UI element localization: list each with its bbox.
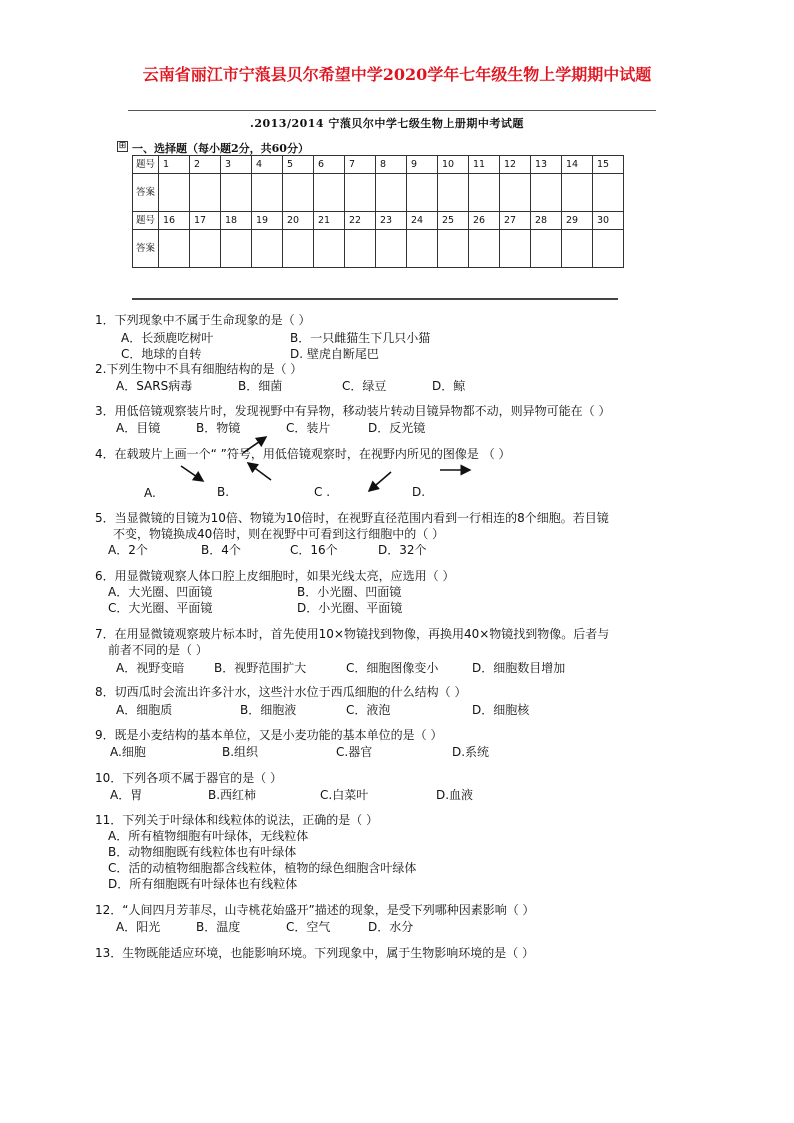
option: B．小光圈、凹面镜 xyxy=(297,585,402,599)
option: C．16个 xyxy=(290,543,338,557)
grid-cell: 9 xyxy=(407,156,438,174)
grid-cell: 26 xyxy=(469,212,500,230)
grid-label-number: 题号 xyxy=(133,156,159,174)
grid-cell: 8 xyxy=(376,156,407,174)
option: A．视野变暗 xyxy=(116,661,185,675)
question-5: 5．当显微镜的目镜为10倍、物镜为10倍时，在视野直径范围内看到一行相连的8个细胞。若目镜 xyxy=(95,511,609,525)
question-11: 11．下列关于叶绿体和线粒体的说法，正确的是（ ） xyxy=(95,813,379,827)
grid-label-answer: 答案 xyxy=(133,230,159,268)
option: A．目镜 xyxy=(116,421,161,435)
section-heading: 一、选择题（每小题2分，共60分） xyxy=(132,142,309,155)
option: C.白菜叶 xyxy=(320,788,369,802)
option: D．32个 xyxy=(378,543,427,557)
option: B．4个 xyxy=(201,543,241,557)
option: B．动物细胞既有线粒体也有叶绿体 xyxy=(108,845,297,859)
option: D．水分 xyxy=(368,920,414,934)
question-2: 2.下列生物中不具有细胞结构的是（ ） xyxy=(95,362,303,376)
option: A．阳光 xyxy=(116,920,161,934)
grid-cell: 24 xyxy=(407,212,438,230)
option: D.血液 xyxy=(436,788,474,802)
grid-cell: 4 xyxy=(252,156,283,174)
option: C．大光圈、平面镜 xyxy=(108,601,213,615)
option: D．所有细胞既有叶绿体也有线粒体 xyxy=(108,877,298,891)
option: B.西红柿 xyxy=(208,788,257,802)
option: C．绿豆 xyxy=(342,379,387,393)
option: D. xyxy=(412,485,426,499)
grid-cell: 21 xyxy=(314,212,345,230)
grid-cell: 22 xyxy=(345,212,376,230)
option: C．地球的自转 xyxy=(121,347,202,361)
option: B．一只雌猫生下几只小猫 xyxy=(290,331,431,345)
grid-cell: 29 xyxy=(562,212,593,230)
option: C．液泡 xyxy=(346,703,391,717)
grid-cell: 18 xyxy=(221,212,252,230)
grid-cell: 2 xyxy=(190,156,221,174)
grid-cell: 6 xyxy=(314,156,345,174)
option: A. xyxy=(144,486,156,500)
option: A．SARS病毒 xyxy=(116,379,193,393)
question-10: 10．下列各项不属于器官的是（ ） xyxy=(95,771,283,785)
option: A．大光圈、凹面镜 xyxy=(108,585,213,599)
option: C．空气 xyxy=(286,920,331,934)
question-9: 9．既是小麦结构的基本单位，又是小麦功能的基本单位的是（ ） xyxy=(95,728,443,742)
question-7-cont: 前者不同的是（ ） xyxy=(108,643,208,657)
grid-cell: 30 xyxy=(593,212,624,230)
grid-cell: 25 xyxy=(438,212,469,230)
expand-icon: ⊞ xyxy=(118,141,127,151)
grid-cell: 14 xyxy=(562,156,593,174)
stem-arrow-icon xyxy=(243,437,266,453)
option: A．胃 xyxy=(110,788,143,802)
grid-cell: 23 xyxy=(376,212,407,230)
option: D．细胞数目增加 xyxy=(472,661,566,675)
option: C.器官 xyxy=(336,745,373,759)
grid-label-answer: 答案 xyxy=(133,174,159,212)
grid-cell: 12 xyxy=(500,156,531,174)
option: B．温度 xyxy=(196,920,241,934)
option: D．反光镜 xyxy=(368,421,426,435)
grid-cell: 19 xyxy=(252,212,283,230)
grid-cell: 13 xyxy=(531,156,562,174)
question-5-cont: 不变，物镜换成40倍时，则在视野中可看到这行细胞中的（ ） xyxy=(113,527,445,541)
grid-cell: 15 xyxy=(593,156,624,174)
question-13: 13．生物既能适应环境，也能影响环境。下列现象中，属于生物影响环境的是（ ） xyxy=(95,946,535,960)
question-7: 7．在用显微镜观察玻片标本时，首先使用10×物镜找到物像，再换用40×物镜找到物像。后者与 xyxy=(95,627,610,641)
grid-cell: 17 xyxy=(190,212,221,230)
grid-cell: 10 xyxy=(438,156,469,174)
option: A.细胞 xyxy=(110,745,146,759)
grid-cell: 7 xyxy=(345,156,376,174)
question-6: 6．用显微镜观察人体口腔上皮细胞时，如果光线太亮，应选用（ ） xyxy=(95,569,455,583)
option: C . xyxy=(314,485,331,499)
grid-cell: 5 xyxy=(283,156,314,174)
option: D．细胞核 xyxy=(472,703,530,717)
option: D.系统 xyxy=(452,745,490,759)
document-title: 云南省丽江市宁蒗县贝尔希望中学2020学年七年级生物上学期期中试题 xyxy=(142,65,652,84)
option: C．活的动植物细胞都含线粒体，植物的绿色细胞含叶绿体 xyxy=(108,861,417,875)
option: C．装片 xyxy=(286,421,331,435)
question-4: 4．在载玻片上画一个“ ”符号，用低倍镜观察时，在视野内所见的图像是 （ ） xyxy=(95,447,511,461)
option: B．细菌 xyxy=(238,379,283,393)
grid-cell: 16 xyxy=(159,212,190,230)
option: A．长颈鹿吃树叶 xyxy=(121,331,214,345)
option: C．细胞图像变小 xyxy=(346,661,439,675)
grid-cell: 11 xyxy=(469,156,500,174)
option: A．2个 xyxy=(108,543,148,557)
question-12: 12．“人间四月芳菲尽，山寺桃花始盛开”描述的现象，是受下列哪种因素影响（ ） xyxy=(95,903,535,917)
option: B. xyxy=(217,485,230,499)
question-1: 1．下列现象中不属于生命现象的是（ ） xyxy=(95,313,311,327)
question-3: 3．用低倍镜观察装片时，发现视野中有异物，移动装片转动目镜异物都不动，则异物可能在（ ） xyxy=(95,404,611,418)
option-b-arrow-icon xyxy=(248,463,271,480)
option: D．小光圈、平面镜 xyxy=(297,601,403,615)
grid-cell: 1 xyxy=(159,156,190,174)
grid-label-number: 题号 xyxy=(133,212,159,230)
option: D．鲸 xyxy=(432,379,466,393)
option: B．细胞液 xyxy=(240,703,297,717)
option: A．细胞质 xyxy=(116,703,173,717)
option-a-arrow-icon xyxy=(181,466,203,481)
exam-title: .2013/2014 宁蒗贝尔中学七级生物上册期中考试题 xyxy=(250,117,524,130)
option: B.组织 xyxy=(222,745,259,759)
option: B．物镜 xyxy=(196,421,241,435)
question-8: 8．切西瓜时会流出许多汁水，这些汁水位于西瓜细胞的什么结构（ ） xyxy=(95,685,467,699)
option: A．所有植物细胞有叶绿体，无线粒体 xyxy=(108,829,309,843)
grid-cell: 27 xyxy=(500,212,531,230)
grid-cell: 20 xyxy=(283,212,314,230)
option: D. 壁虎自断尾巴 xyxy=(290,347,379,361)
option: B．视野范围扩大 xyxy=(214,661,307,675)
option-c-arrow-icon xyxy=(369,472,391,491)
grid-cell: 3 xyxy=(221,156,252,174)
grid-cell: 28 xyxy=(531,212,562,230)
